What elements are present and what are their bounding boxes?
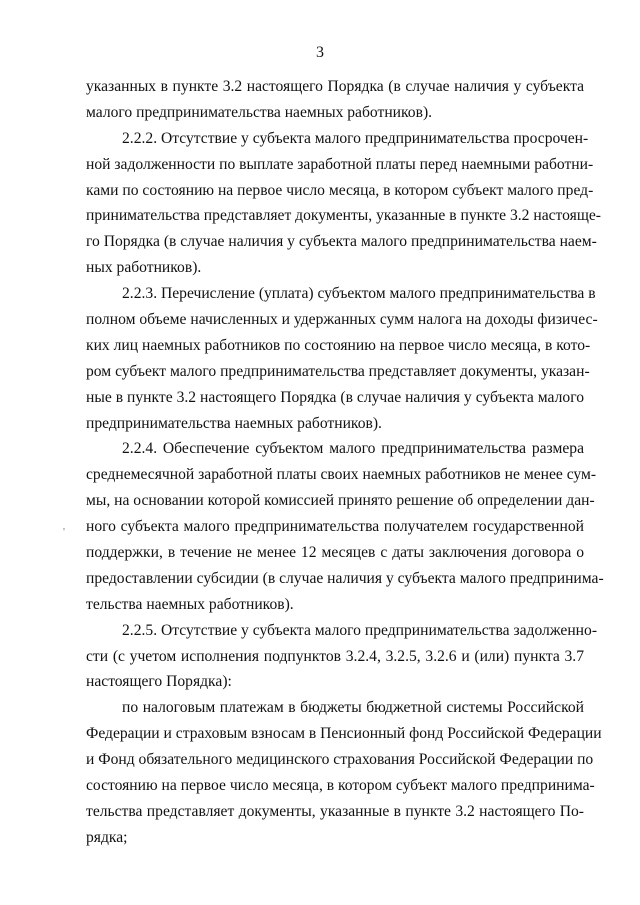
text-line: 2.2.4. Обеспечение субъектом малого предпринимательства размера (122, 440, 584, 458)
text-line: предпринимательства наемных работников). (86, 414, 382, 432)
text-line: 2.2.5. Отсутствие у субъекта малого предпринимательства задолженно- (122, 621, 598, 639)
text-line: ких лиц наемных работников по состоянию на первое число месяца, в кото- (86, 336, 591, 354)
text-line: по налоговым платежам в бюджеты бюджетной системы Российской (122, 699, 584, 717)
text-line: сти (с учетом исполнения подпунктов 3.2.4, 3.2.5, 3.2.6 и (или) пункта 3.7 (86, 647, 584, 665)
document-body (86, 74, 604, 851)
paragraph (86, 126, 601, 281)
margin-mark: ' (63, 526, 65, 538)
text-line: принимательства представляет документы, указанные в пункте 3.2 настояще- (86, 207, 601, 225)
paragraph (86, 74, 584, 126)
paragraph (86, 436, 604, 617)
text-line: ной задолженности по выплате заработной платы перед наемными работни- (86, 155, 594, 173)
text-line: малого предпринимательства наемных работников). (86, 103, 433, 121)
text-line: ных работников). (86, 259, 202, 277)
text-line: рядка; (86, 828, 128, 846)
paragraph (86, 695, 602, 850)
text-line: Федерации и страховым взносам в Пенсионный фонд Российской Федерации (86, 725, 602, 743)
text-line: ного субъекта малого предпринимательства получателем государственной (86, 518, 584, 536)
text-line: ные в пункте 3.2 настоящего Порядка (в случае наличия у субъекта малого (86, 388, 584, 406)
text-line: тельства наемных работников). (86, 595, 294, 613)
text-line: состоянию на первое число месяца, в котором субъект малого предпринима- (86, 777, 595, 795)
text-line: среднемесячной заработной платы своих наемных работников не менее сум- (86, 466, 597, 484)
text-line: мы, на основании которой комиссией принято решение об определении дан- (86, 492, 595, 510)
text-line: настоящего Порядка): (86, 673, 232, 691)
text-line: 2.2.2. Отсутствие у субъекта малого предпринимательства просрочен- (122, 129, 589, 147)
text-line: указанных в пункте 3.2 настоящего Порядка (в случае наличия у субъекта (86, 78, 584, 95)
text-line: тельства представляет документы, указанные в пункте 3.2 настоящего По- (86, 802, 584, 820)
text-line: полном объеме начисленных и удержанных сумм налога на доходы физичес- (86, 311, 598, 329)
paragraph (86, 281, 598, 436)
text-line: ками по состоянию на первое число месяца, в котором субъект малого пред- (86, 181, 594, 199)
text-line: и Фонд обязательного медицинского страхования Российской Федерации по (86, 751, 594, 769)
page-number: 3 (316, 44, 324, 61)
text-line: го Порядка (в случае наличия у субъекта малого предпринимательства наем- (86, 233, 597, 251)
paragraph (86, 618, 598, 696)
text-line: поддержки, в течение не менее 12 месяцев с даты заключения договора о (86, 544, 584, 562)
text-line: ром субъект малого предпринимательства представляет документы, указан- (86, 362, 590, 380)
text-line: предоставлении субсидии (в случае наличия у субъекта малого предпринима- (86, 569, 604, 587)
text-line: 2.2.3. Перечисление (уплата) субъектом малого предпринимательства в (122, 285, 596, 303)
